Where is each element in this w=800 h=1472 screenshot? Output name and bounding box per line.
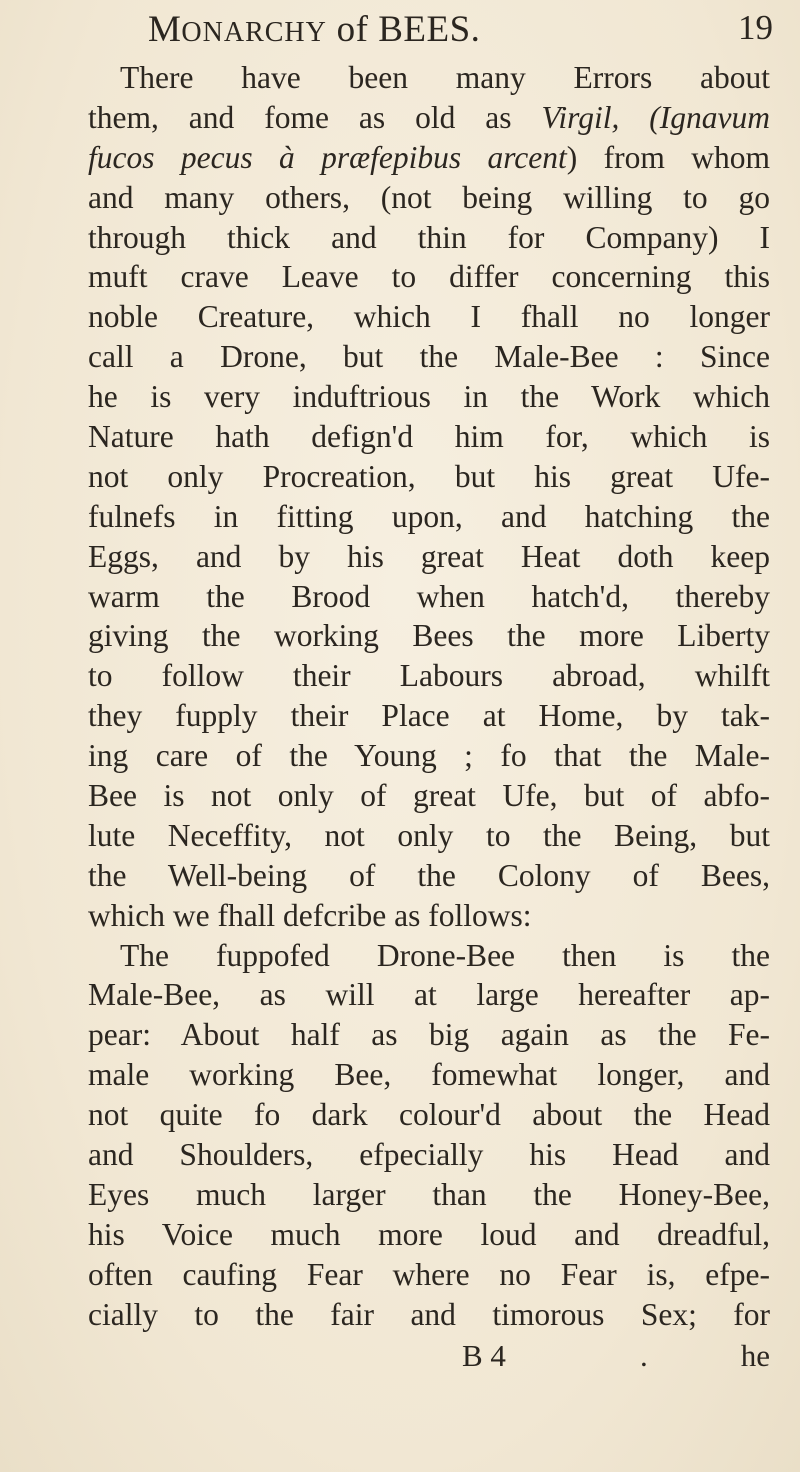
text-line: call a Drone, but the Male-Bee : Since [88,339,770,375]
text-line: which we fhall defcribe as follows: [88,897,532,933]
text-line: and Shoulders, efpecially his Head and [88,1137,770,1173]
latin-quote: fucos pecus à præfepibus arcent [88,139,567,175]
text-line: lute Neceffity, not only to the Being, but [88,817,770,853]
text-line: giving the working Bees the more Liberty [88,618,770,654]
text-line: ing care of the Young ; fo that the Male- [88,738,770,774]
text-line: noble Creature, which I fhall no longer [88,299,770,335]
text-line: not quite fo dark colour'd about the Head [88,1097,770,1133]
text-line [88,138,770,178]
running-title [148,8,480,51]
text-line: fulnefs in fitting upon, and hatching the [88,498,770,534]
body-text [88,58,770,1335]
text-line: Eyes much larger than the Honey-Bee, [88,1176,770,1212]
text-line: and many others, (not being willing to go [88,179,770,215]
title-rest: of BEES. [326,9,481,50]
text-line: not only Procreation, but his great Ufe- [88,458,770,494]
page-footer [88,1338,770,1378]
running-header [148,6,773,56]
text-line: Eggs, and by his great Heat doth keep [88,538,770,574]
title-smallcaps: ONARCHY [181,17,327,48]
latin-quote: (Ignavum [649,99,771,135]
text-span: them, and fome as old as [88,99,542,135]
text-line: The fuppofed Drone-Bee then is the [120,937,770,973]
text-line: cially to the fair and timorous Sex; for [88,1296,770,1332]
text-span [619,100,649,135]
text-span: ) from whom [566,139,770,175]
catchword: he [740,1338,770,1373]
text-line: through thick and thin for Company) I [88,219,770,255]
text-line: male working Bee, fomewhat longer, and [88,1057,770,1093]
title-initial: M [148,9,182,50]
text-line: the Well-being of the Colony of Bees, [88,857,770,893]
text-line: Nature hath defign'd him for, which is [88,419,770,455]
page-number: 19 [738,8,773,47]
text-line: warm the Brood when hatch'd, thereby [88,578,770,614]
text-line: his Voice much more loud and dreadful, [88,1216,770,1252]
signature-mark: B 4 [462,1338,506,1373]
italic-name: Virgil, [541,99,620,135]
footer-dot: . [640,1338,648,1373]
text-line: they fupply their Place at Home, by tak- [88,698,770,734]
text-line: he is very induftrious in the Work which [88,379,770,415]
text-line: often caufing Fear where no Fear is, efpe- [88,1256,770,1292]
text-line: muft crave Leave to differ concerning this [88,259,770,295]
text-line: pear: About half as big again as the Fe- [88,1017,770,1053]
text-line: There have been many Errors about [120,60,770,95]
text-line: to follow their Labours abroad, whilft [88,658,770,694]
text-line: Bee is not only of great Ufe, but of abfo- [88,778,770,814]
text-line: Male-Bee, as will at large hereafter ap- [88,977,770,1013]
text-line [88,98,770,138]
